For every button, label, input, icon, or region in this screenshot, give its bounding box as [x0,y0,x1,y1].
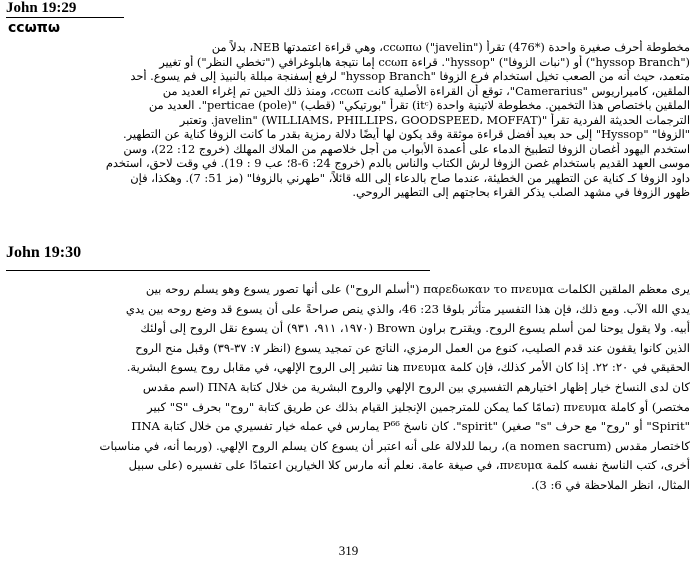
text-line: ("hyssop Branch") أو ("نبات الزوفا") "hyssop". قراءة ϲϲωπ إما نتيجة هابلوغرافي ("تخطي النظر") أو تغيير [159,54,690,69]
text-line: متعمد، حيث أنه من الصعب تخيل استخدام فرع الزوفا "hyssop Branch" لرفع إسفنجة مبللة بالنبيذ إلى فم يسوع. أحد [130,69,690,84]
text-line: مخطوطة أحرف صغيرة واحدة (*476) تقرأ ϲϲωπω ("javelin")، وهي قراءة اعتمدتها NEB، بدلاً من [211,40,690,54]
text-line: ظهور الزوفا في مشهد الصلب يذكر القراء بحاجتهم إلى التطهير الروحي. [352,185,690,200]
text-line: الذين كانوا يقفون عند قدم الصليب، كنوع من العمل الرمزي، الناتج عن تمجيد يسوع (انظر ٧: ٣٧-٣٩) وقبل منح الروح [135,340,690,355]
text-line: الحقيقي في ٢٠: ٢٢. إذا كان الأمر كذلك، فإن كلمة πνευμα هنا تشير إلى الروح الإلهي، في مقابل روح يسوع البشرية. [126,360,690,375]
text-line: "الزوفا" "Hyssop" إلى حد بعيد أفضل قراءة موثقة وقد يكون لها أيضًا دلالة رمزية بقدر ما كانت الزوفا كناية عن التطهير. [122,127,690,142]
commentary-john-19-29 [6,40,690,200]
section-rule [6,270,430,271]
verse-heading-john-19-30: John 19:30 [6,244,82,261]
text-line: كان لدى النساخ خيار إظهار اختيارهم التفسيري بين الروح الإلهي والروح البشرية من خلال كتابة ΠΝΑ (اسم مقدس [142,379,690,394]
text-line: الملقين باختصاص هذا التخمين. مخطوطة لاتينية واحدة (itᶜ) تقرأ "بورتيكي" (قطب) "(perticae (pole". العديد من [148,98,690,113]
commentary-john-19-30 [6,280,690,496]
text-line: موسى العهد القديم باستخدام غصن الزوفا لرش الكتاب والناس بالدم (خروج 24: 6-8؛ عب 9 : 19). في وقت لاحق، استخدم [105,156,690,171]
text-line: داود الزوفا كـ كناية عن التطهير من الخطيئة، عندما صاح بالدعاء إلى الله قائلاً، "طهرني بالزوفا" (مز 51: 7). وهكذا، فإن [130,170,690,185]
text-line: استخدم اليهود أغصان الزوفا لتطبيخ الدماء على أعمدة الأبواب من أجل خلاصهم من الملاك المهلك (خروج 12: 22)، وسن [123,141,690,156]
heading-underline [6,17,124,18]
text-line: الملقين، كاميراريوس "Camerarius"، توقع أن القراءة الأصلية كانت ϲϲωπ، ومنذ ذلك الحين تم إغراء العديد من [162,83,690,98]
text-line: "Spirit" أو "روح" مع حرف "s" صغير) "spirit". كان ناسخ P⁶⁶ يمارس في عمله خيار تفسيري من خلال كتابة ΠΝΑ [131,419,690,434]
text-line: يدي الله الآب. ومع ذلك، فإن هذا التفسير متأثر بلوقا 23: 46، والذي ينص صراحةً على أن يسوع قد وضع روحه بين يدي [125,301,690,316]
verse-heading-john-19-29: John 19:29 [6,0,77,16]
text-line: يرى معظم الملقين الكلمات παρεδωκαν το πνευμα ("أسلم الروح") على أنها تصور يسوع وهو يسلم روحه بين [145,282,690,296]
text-line: الترجمات الحديثة الفردية تقرأ "javelin" (WILLIAMS، PHILLIPS، GOODSPEED، MOFFAT). وتعتبر [179,112,690,127]
text-line: المثال، انظر الملاحظة في 6: 3). [531,477,690,492]
text-line: أخرى، كتب الناسخ نفسه كلمة πνευμα، في صيغة عامة. نعلم أنه مارس كلا الخيارين اعتمادًا على تفسيره (على سبيل [128,458,690,473]
coptic-variant-word: ϲϲωπω [8,20,61,36]
page-number: 319 [338,543,359,558]
text-line: مختصر) أو كاملة πνευμα (تمامًا كما يمكن للمترجمين الإنجليز القيام بذلك عن طريق كتابة "روح" بحرف "S" كبير [147,399,690,414]
text-line: أبيه. ولا يقول يوحنا لمن أسلم يسوع الروح. ويقترح براون Brown (١٩٧٠، ٩١١، ٩٣١) أن يسوع نقل الروح إلى أولئك [140,321,690,336]
text-line: كاختصار مقدس (a nomen sacrum)، ربما للدلالة على أنه اعتبر أن يسوع كان يسلم الروح الإلهي. (وربما أنه، في مناسبات [99,438,690,453]
